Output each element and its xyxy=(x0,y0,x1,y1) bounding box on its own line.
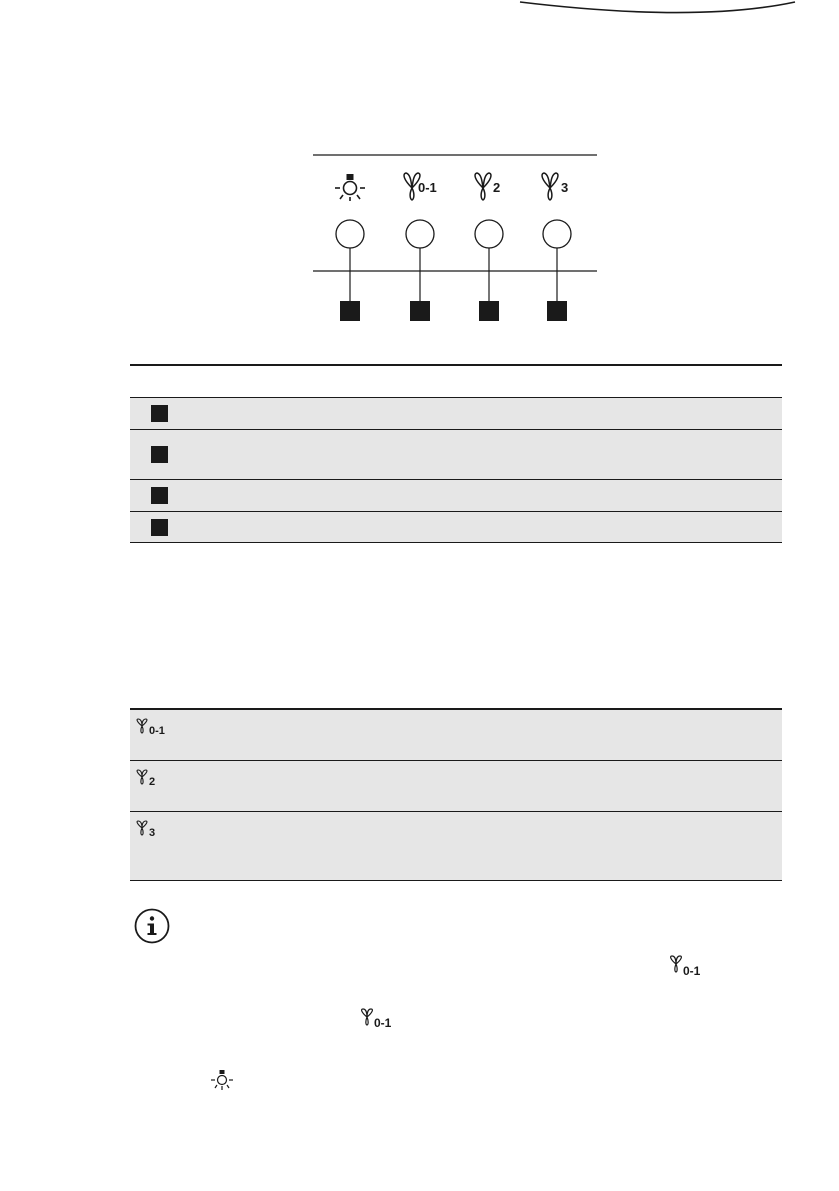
callout-marker xyxy=(151,519,168,536)
fan-0-1-inline-label: 0-1 xyxy=(683,964,701,978)
fan-0-1-label: 0-1 xyxy=(418,180,437,195)
fan-icon xyxy=(668,955,684,973)
table-row xyxy=(130,811,782,881)
callout-marker xyxy=(151,487,168,504)
control-panel-graphic xyxy=(300,140,610,340)
fan-3-button[interactable] xyxy=(543,220,571,248)
control-panel-diagram xyxy=(300,140,610,340)
fan-speed-label: 0-1 xyxy=(149,725,165,737)
fan-icon xyxy=(135,769,149,785)
control-table-header xyxy=(130,366,782,397)
light-bulb-icon xyxy=(335,174,365,201)
table-row xyxy=(130,397,782,429)
callout-marker xyxy=(547,301,567,321)
fan-speed-table xyxy=(130,708,782,881)
table-row xyxy=(130,511,782,543)
table-row xyxy=(130,429,782,479)
fan-speed-label: 3 xyxy=(149,827,156,839)
page-curl-decoration xyxy=(0,0,839,60)
callout-marker xyxy=(151,446,168,463)
fan-0-1-button[interactable] xyxy=(406,220,434,248)
callout-marker xyxy=(340,301,360,321)
fan-icon xyxy=(542,173,558,200)
info-icon xyxy=(133,907,171,945)
fan-2-label: 2 xyxy=(493,180,501,195)
light-bulb-icon xyxy=(209,1068,235,1092)
fan-3-label: 3 xyxy=(561,180,569,195)
table-row xyxy=(130,479,782,511)
light-button[interactable] xyxy=(336,220,364,248)
fan-speed-label: 2 xyxy=(149,776,156,788)
fan-icon xyxy=(359,1008,375,1026)
table-row xyxy=(130,760,782,811)
control-table xyxy=(130,364,782,543)
fan-0-1-inline-label: 0-1 xyxy=(374,1016,392,1030)
fan-icon xyxy=(135,820,149,836)
fan-icon xyxy=(135,718,149,734)
callout-marker xyxy=(479,301,499,321)
callout-marker xyxy=(410,301,430,321)
callout-marker xyxy=(151,405,168,422)
fan-2-button[interactable] xyxy=(475,220,503,248)
fan-icon xyxy=(475,173,491,200)
table-row xyxy=(130,710,782,760)
